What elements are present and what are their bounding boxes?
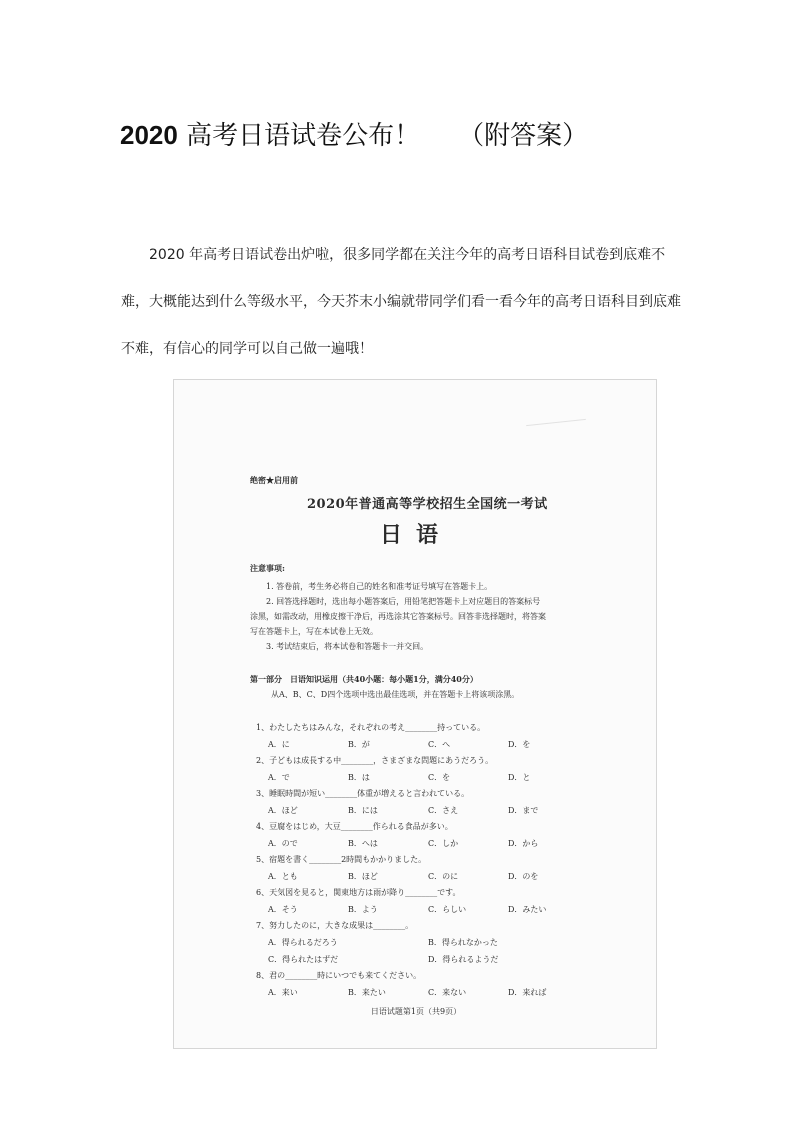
option: D．から <box>508 839 539 848</box>
option: D．みたい <box>508 905 547 914</box>
question-options <box>256 769 596 786</box>
option: A．得られるだろう <box>268 938 338 947</box>
question-options <box>256 951 596 968</box>
option: C．のに <box>428 872 459 881</box>
note-line: 涂黑，如需改动，用橡皮擦干净后，再选涂其它答案标号。回答非选择题时，将答案 <box>250 612 546 621</box>
exam-title: 2020年普通高等学校招生全国统一考试 <box>307 497 548 512</box>
secret-label: 绝密★启用前 <box>250 475 298 485</box>
option: B．ほど <box>348 872 378 881</box>
page-footer: 日语试题第1页（共9页） <box>370 1007 462 1016</box>
question-list <box>256 720 596 1001</box>
title-year: 2020 <box>120 120 178 150</box>
question-text: 6、天気図を見ると，関東地方は雨が降り________です。 <box>256 888 461 897</box>
note-line: 2. 回答选择题时，选出每小题答案后，用铅笔把答题卡上对应题目的答案标号 <box>266 597 541 606</box>
option: D．を <box>508 740 531 749</box>
title-suffix: （附答案） <box>458 121 589 151</box>
question-options <box>256 868 596 885</box>
option: B．来たい <box>348 988 386 997</box>
option: A．に <box>268 740 290 749</box>
article-title <box>120 118 740 153</box>
part-instruction: 从A、B、C、D四个选项中选出最佳选项，并在答题卡上将该项涂黑。 <box>271 690 520 699</box>
question-options <box>256 736 596 753</box>
option: D．来れば <box>508 988 547 997</box>
option: C．さえ <box>428 806 459 815</box>
option: A．そう <box>268 905 298 914</box>
part-heading: 第一部分 日语知识运用（共40小题：每小题1分，满分40分） <box>250 674 478 684</box>
note-line: 3. 考试结束后，将本试卷和答题卡一并交回。 <box>266 642 429 651</box>
question-text: 7、努力したのに，大きな成果は________。 <box>256 921 414 930</box>
question-text: 4、豆腐をはじめ，大豆________作られる食品が多い。 <box>256 822 453 831</box>
option: B．には <box>348 806 378 815</box>
question-options <box>256 934 596 951</box>
option: A．とも <box>268 872 298 881</box>
option: D．と <box>508 773 531 782</box>
option: B．は <box>348 773 370 782</box>
option: B．へは <box>348 839 378 848</box>
option: C．へ <box>428 740 451 749</box>
option: A．来い <box>268 988 298 997</box>
question-text: 1、わたしたちはみんな，それぞれの考え________持っている。 <box>256 723 486 732</box>
question-text: 5、宿題を書く________2時間もかかりました。 <box>256 855 427 864</box>
option: C．来ない <box>428 988 467 997</box>
question-text: 8、君の________時にいつでも来てください。 <box>256 971 422 980</box>
question-options <box>256 802 596 819</box>
question-options <box>256 984 596 1001</box>
title-main: 高考日语试卷公布！ <box>186 121 421 151</box>
exam-subject: 日语 <box>379 522 452 548</box>
option: D．まで <box>508 806 539 815</box>
option: C．を <box>428 773 451 782</box>
question-options <box>256 835 596 852</box>
option: B．が <box>348 740 370 749</box>
exam-scan-image <box>173 379 657 1049</box>
option: C．らしい <box>428 905 467 914</box>
option: B．得られなかった <box>428 938 498 947</box>
question-text: 3、睡眠時間が短い________体重が増えると言われている。 <box>256 789 470 798</box>
intro-paragraph: 2020 年高考日语试卷出炉啦，很多同学都在关注今年的高考日语科目试卷到底难不难，大概能达到什么等级水平，今天芥末小编就带同学们看一看今年的高考日语科目到底难不难，有信心的同学可以自己做一遍哦！ <box>121 247 681 357</box>
question-options <box>256 901 596 918</box>
option: D．のを <box>508 872 539 881</box>
option: A．ので <box>268 839 298 848</box>
option: C．しか <box>428 839 459 848</box>
note-line: 写在答题卡上，写在本试卷上无效。 <box>250 627 378 636</box>
notes-heading: 注意事项: <box>250 563 285 573</box>
option: A．ほど <box>268 806 298 815</box>
option: D．得られるようだ <box>428 955 499 964</box>
option: B．よう <box>348 905 378 914</box>
question-text: 2、子どもは成長する中________，さまざまな問題にあうだろう。 <box>256 756 494 765</box>
option: A．で <box>268 773 290 782</box>
option: C．得られたはずだ <box>268 955 339 964</box>
notes-list <box>250 579 594 654</box>
note-line: 1. 答卷前，考生务必将自己的姓名和准考证号填写在答题卡上。 <box>266 582 493 591</box>
